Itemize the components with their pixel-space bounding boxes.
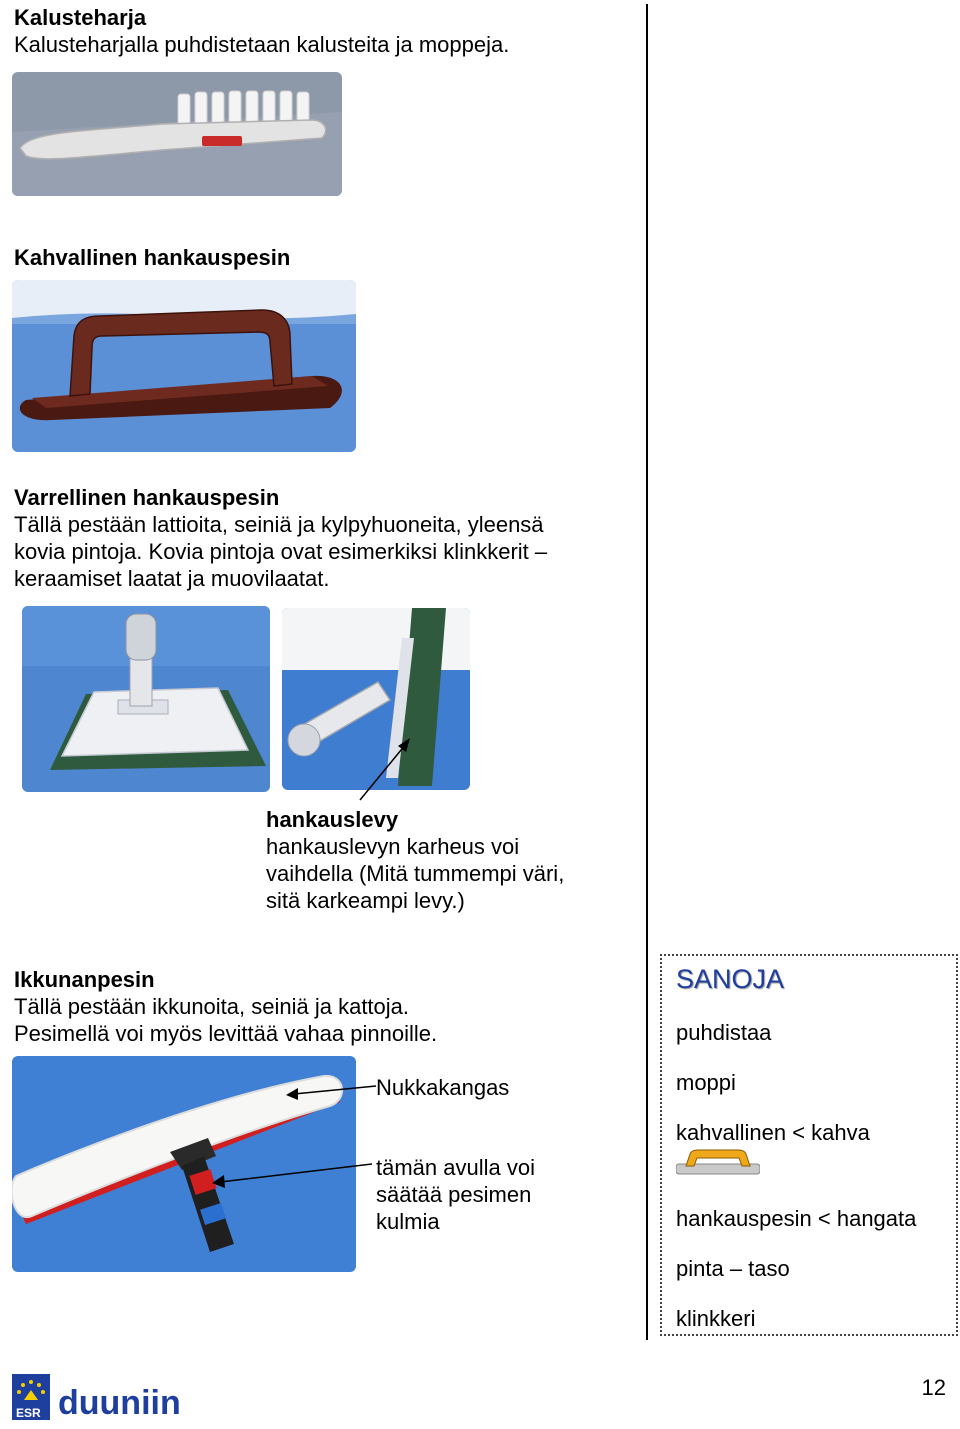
page-number: 12	[921, 1375, 946, 1400]
svg-text:ESR: ESR	[16, 1406, 41, 1420]
glossary-word: kahvallinen < kahva	[676, 1120, 870, 1145]
varrellinen-line-1: Tällä pestään lattioita, seiniä ja kylpyhuoneita, yleensä	[14, 512, 544, 537]
kalusteharja-description: Kalusteharjalla puhdistetaan kalusteita ja moppeja.	[14, 32, 510, 57]
hankauslevy-line-3: sitä karkeampi levy.)	[266, 888, 465, 913]
glossary-word: pinta – taso	[676, 1256, 790, 1281]
furniture-brush-photo	[12, 72, 342, 196]
pad-holder-front-photo	[22, 606, 270, 792]
cloth-pointer-arrow	[280, 1076, 380, 1106]
duuniin-esr-logo	[12, 1374, 212, 1424]
kalusteharja-title: Kalusteharja	[14, 5, 147, 30]
ikkunanpesin-line-2: Pesimellä voi myös levittää vahaa pinnoille.	[14, 1021, 438, 1046]
hankauslevy-title: hankauslevy	[266, 807, 399, 832]
varrellinen-line-3: keraamiset laatat ja muovilaatat.	[14, 566, 330, 591]
glossary-word: hankauspesin < hangata	[676, 1206, 917, 1231]
varrellinen-line-2: kovia pintoja. Kovia pintoja ovat esimerkiksi klinkkerit –	[14, 539, 548, 564]
joint-label-line-1: tämän avulla voi	[376, 1155, 535, 1180]
joint-label-line-2: säätää pesimen	[376, 1182, 532, 1207]
glossary-word: klinkkeri	[676, 1306, 756, 1331]
joint-label-line-3: kulmia	[376, 1209, 440, 1234]
handled-scrub-brush-photo	[12, 280, 356, 452]
glossary-word: puhdistaa	[676, 1020, 772, 1045]
glossary-word: moppi	[676, 1070, 736, 1095]
varrellinen-title: Varrellinen hankauspesin	[14, 485, 280, 510]
column-divider	[646, 4, 648, 1340]
hankauslevy-line-1: hankauslevyn karheus voi	[266, 834, 520, 859]
glossary-box	[660, 954, 958, 1336]
handle-icon	[676, 1148, 760, 1178]
ikkunanpesin-line-1: Tällä pestään ikkunoita, seiniä ja kattoja.	[14, 994, 410, 1019]
joint-pointer-arrow	[206, 1156, 376, 1192]
ikkunanpesin-title: Ikkunanpesin	[14, 967, 155, 992]
nukkakangas-label: Nukkakangas	[376, 1075, 510, 1100]
glossary-title: SANOJA	[676, 964, 785, 994]
hankauslevy-pointer-line	[350, 730, 420, 810]
hankauslevy-line-2: vaihdella (Mitä tummempi väri,	[266, 861, 565, 886]
kahvallinen-title: Kahvallinen hankauspesin	[14, 245, 291, 270]
svg-text:duuniin: duuniin	[58, 1384, 181, 1422]
